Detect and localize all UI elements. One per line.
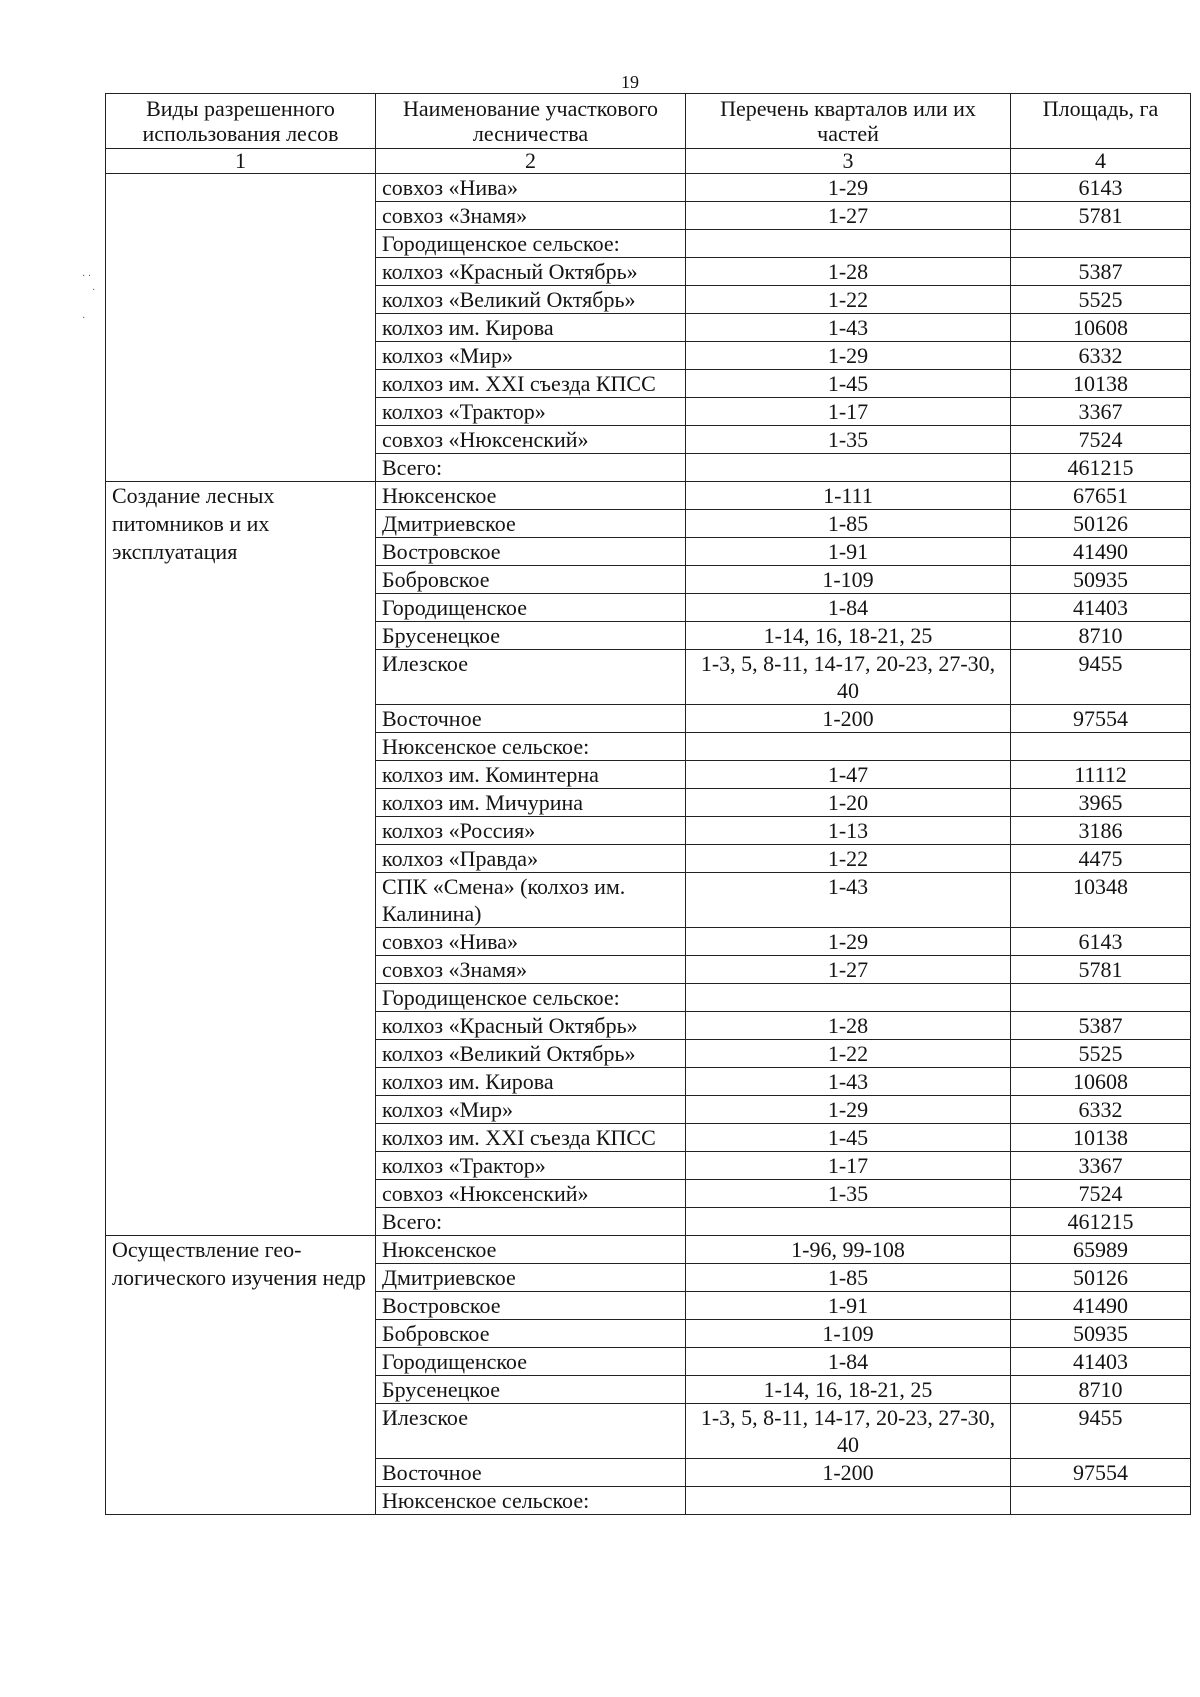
area-cell: 50126: [1011, 1264, 1191, 1292]
area-cell: 9455: [1011, 650, 1191, 705]
forestry-name-cell: Бобровское: [376, 566, 686, 594]
forest-use-table: [105, 93, 1191, 1515]
area-cell: 10348: [1011, 873, 1191, 928]
area-cell: 6332: [1011, 1096, 1191, 1124]
forestry-name-cell: Восточное: [376, 705, 686, 733]
forestry-name-cell: колхоз «Красный Октябрь»: [376, 1012, 686, 1040]
forestry-name-cell: Илезское: [376, 1404, 686, 1459]
area-cell: 97554: [1011, 705, 1191, 733]
column-number: 3: [686, 149, 1011, 174]
forestry-name-cell: Всего:: [376, 454, 686, 482]
forestry-name-cell: колхоз им. Коминтерна: [376, 761, 686, 789]
area-cell: 10608: [1011, 314, 1191, 342]
area-cell: 10138: [1011, 370, 1191, 398]
area-cell: 461215: [1011, 454, 1191, 482]
forestry-name-cell: совхоз «Нива»: [376, 928, 686, 956]
forestry-name-cell: совхоз «Знамя»: [376, 956, 686, 984]
area-cell: 6143: [1011, 928, 1191, 956]
area-cell: 3367: [1011, 398, 1191, 426]
table-row: [106, 1236, 1191, 1264]
quarters-cell: 1-84: [686, 1348, 1011, 1376]
quarters-cell: 1-3, 5, 8-11, 14-17, 20-23, 27-30, 40: [686, 1404, 1011, 1459]
forestry-name-cell: Брусенецкое: [376, 1376, 686, 1404]
area-cell: 50935: [1011, 566, 1191, 594]
quarters-cell: [686, 230, 1011, 258]
area-cell: 41490: [1011, 1292, 1191, 1320]
area-cell: [1011, 230, 1191, 258]
use-type-cell: [106, 174, 376, 482]
area-cell: 5387: [1011, 258, 1191, 286]
page-number: 19: [621, 72, 639, 92]
forestry-name-cell: колхоз «Правда»: [376, 845, 686, 873]
area-cell: [1011, 984, 1191, 1012]
quarters-cell: 1-27: [686, 202, 1011, 230]
use-type-cell: Осуществление гео-логического изучения недр: [106, 1236, 376, 1515]
area-cell: 5525: [1011, 1040, 1191, 1068]
quarters-cell: 1-109: [686, 1320, 1011, 1348]
quarters-cell: 1-17: [686, 398, 1011, 426]
header-use-type: Виды разрешенного использования лесов: [106, 94, 376, 149]
forestry-name-cell: Нюксенское сельское:: [376, 1487, 686, 1515]
quarters-cell: 1-43: [686, 1068, 1011, 1096]
area-cell: 5525: [1011, 286, 1191, 314]
quarters-cell: 1-29: [686, 342, 1011, 370]
quarters-cell: 1-91: [686, 1292, 1011, 1320]
forestry-name-cell: Городищенское сельское:: [376, 230, 686, 258]
quarters-cell: 1-84: [686, 594, 1011, 622]
forestry-name-cell: колхоз «Мир»: [376, 342, 686, 370]
forestry-name-cell: совхоз «Нюксенский»: [376, 426, 686, 454]
quarters-cell: 1-109: [686, 566, 1011, 594]
forestry-name-cell: совхоз «Нюксенский»: [376, 1180, 686, 1208]
column-number-row: [106, 149, 1191, 174]
area-cell: 41403: [1011, 1348, 1191, 1376]
table-row: [106, 482, 1191, 510]
quarters-cell: [686, 733, 1011, 761]
area-cell: 8710: [1011, 1376, 1191, 1404]
area-cell: 3367: [1011, 1152, 1191, 1180]
forestry-name-cell: Восточное: [376, 1459, 686, 1487]
quarters-cell: 1-200: [686, 705, 1011, 733]
column-number: 4: [1011, 149, 1191, 174]
forestry-name-cell: Дмитриевское: [376, 510, 686, 538]
area-cell: 5781: [1011, 202, 1191, 230]
area-cell: 6332: [1011, 342, 1191, 370]
table-row: [106, 174, 1191, 202]
quarters-cell: 1-85: [686, 510, 1011, 538]
area-cell: 7524: [1011, 426, 1191, 454]
quarters-cell: 1-43: [686, 314, 1011, 342]
forestry-name-cell: Городищенское: [376, 1348, 686, 1376]
quarters-cell: 1-96, 99-108: [686, 1236, 1011, 1264]
forestry-name-cell: колхоз «Трактор»: [376, 1152, 686, 1180]
area-cell: 67651: [1011, 482, 1191, 510]
quarters-cell: 1-28: [686, 258, 1011, 286]
area-cell: 3186: [1011, 817, 1191, 845]
quarters-cell: 1-22: [686, 286, 1011, 314]
area-cell: [1011, 733, 1191, 761]
area-cell: 9455: [1011, 1404, 1191, 1459]
quarters-cell: 1-200: [686, 1459, 1011, 1487]
forestry-name-cell: колхоз им. Кирова: [376, 1068, 686, 1096]
forestry-name-cell: Дмитриевское: [376, 1264, 686, 1292]
quarters-cell: 1-43: [686, 873, 1011, 928]
area-cell: 5387: [1011, 1012, 1191, 1040]
header-row: [106, 94, 1191, 149]
area-cell: 3965: [1011, 789, 1191, 817]
forestry-name-cell: колхоз им. Кирова: [376, 314, 686, 342]
column-number: 1: [106, 149, 376, 174]
forestry-name-cell: колхоз «Трактор»: [376, 398, 686, 426]
quarters-cell: 1-20: [686, 789, 1011, 817]
quarters-cell: 1-3, 5, 8-11, 14-17, 20-23, 27-30, 40: [686, 650, 1011, 705]
table-body: [106, 174, 1191, 1515]
forestry-name-cell: колхоз им. XXI съезда КПСС: [376, 370, 686, 398]
quarters-cell: 1-17: [686, 1152, 1011, 1180]
forestry-name-cell: Илезское: [376, 650, 686, 705]
forestry-name-cell: Городищенское сельское:: [376, 984, 686, 1012]
quarters-cell: 1-29: [686, 928, 1011, 956]
scan-speck: · · · ·: [82, 271, 96, 324]
area-cell: 8710: [1011, 622, 1191, 650]
column-number: 2: [376, 149, 686, 174]
forestry-name-cell: Нюксенское: [376, 1236, 686, 1264]
quarters-cell: [686, 1487, 1011, 1515]
quarters-cell: 1-35: [686, 426, 1011, 454]
forestry-name-cell: колхоз им. XXI съезда КПСС: [376, 1124, 686, 1152]
area-cell: 11112: [1011, 761, 1191, 789]
area-cell: 41403: [1011, 594, 1191, 622]
area-cell: 7524: [1011, 1180, 1191, 1208]
forestry-name-cell: Востровское: [376, 538, 686, 566]
quarters-cell: 1-13: [686, 817, 1011, 845]
forestry-name-cell: СПК «Смена» (колхоз им. Калинина): [376, 873, 686, 928]
quarters-cell: 1-35: [686, 1180, 1011, 1208]
forestry-name-cell: колхоз «Великий Октябрь»: [376, 286, 686, 314]
header-area: Площадь, га: [1011, 94, 1191, 149]
forestry-name-cell: колхоз «Красный Октябрь»: [376, 258, 686, 286]
quarters-cell: 1-91: [686, 538, 1011, 566]
quarters-cell: 1-29: [686, 1096, 1011, 1124]
quarters-cell: 1-22: [686, 1040, 1011, 1068]
forestry-name-cell: Бобровское: [376, 1320, 686, 1348]
area-cell: 65989: [1011, 1236, 1191, 1264]
quarters-cell: 1-14, 16, 18-21, 25: [686, 1376, 1011, 1404]
quarters-cell: 1-47: [686, 761, 1011, 789]
area-cell: 41490: [1011, 538, 1191, 566]
area-cell: 97554: [1011, 1459, 1191, 1487]
quarters-cell: 1-111: [686, 482, 1011, 510]
quarters-cell: [686, 454, 1011, 482]
area-cell: 50935: [1011, 1320, 1191, 1348]
forestry-name-cell: Нюксенское: [376, 482, 686, 510]
forestry-name-cell: Востровское: [376, 1292, 686, 1320]
forestry-name-cell: Городищенское: [376, 594, 686, 622]
quarters-cell: [686, 984, 1011, 1012]
quarters-cell: 1-28: [686, 1012, 1011, 1040]
quarters-cell: 1-45: [686, 1124, 1011, 1152]
header-quarters: Перечень кварталов или их частей: [686, 94, 1011, 149]
header-forestry-name: Наименование участкового лесничества: [376, 94, 686, 149]
area-cell: 50126: [1011, 510, 1191, 538]
forestry-name-cell: совхоз «Нива»: [376, 174, 686, 202]
quarters-cell: 1-29: [686, 174, 1011, 202]
forestry-name-cell: совхоз «Знамя»: [376, 202, 686, 230]
quarters-cell: 1-85: [686, 1264, 1011, 1292]
forestry-name-cell: Брусенецкое: [376, 622, 686, 650]
quarters-cell: [686, 1208, 1011, 1236]
use-type-cell: Создание лесных питомников и их эксплуатация: [106, 482, 376, 1236]
area-cell: [1011, 1487, 1191, 1515]
forestry-name-cell: колхоз «Россия»: [376, 817, 686, 845]
quarters-cell: 1-45: [686, 370, 1011, 398]
quarters-cell: 1-22: [686, 845, 1011, 873]
quarters-cell: 1-14, 16, 18-21, 25: [686, 622, 1011, 650]
area-cell: 4475: [1011, 845, 1191, 873]
forestry-name-cell: Нюксенское сельское:: [376, 733, 686, 761]
area-cell: 461215: [1011, 1208, 1191, 1236]
area-cell: 6143: [1011, 174, 1191, 202]
forestry-name-cell: колхоз им. Мичурина: [376, 789, 686, 817]
forestry-name-cell: Всего:: [376, 1208, 686, 1236]
area-cell: 10608: [1011, 1068, 1191, 1096]
quarters-cell: 1-27: [686, 956, 1011, 984]
area-cell: 5781: [1011, 956, 1191, 984]
area-cell: 10138: [1011, 1124, 1191, 1152]
forestry-name-cell: колхоз «Мир»: [376, 1096, 686, 1124]
forestry-name-cell: колхоз «Великий Октябрь»: [376, 1040, 686, 1068]
